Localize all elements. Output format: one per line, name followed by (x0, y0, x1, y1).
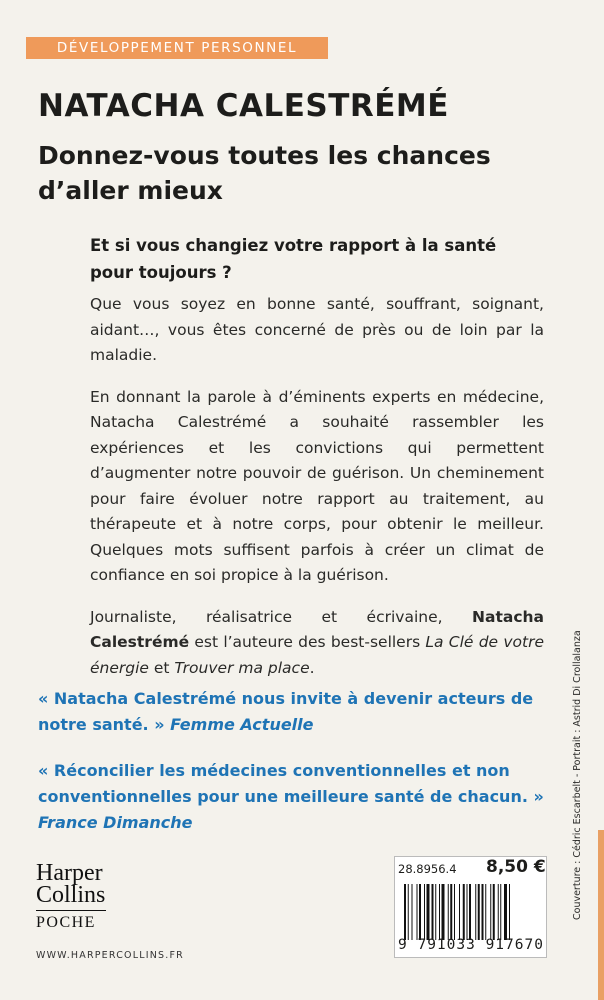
paragraph-2: En donnant la parole à d’éminents experts en médecine, Natacha Calestrémé a souhaité rassembler les expériences et les convictions qui permettent d’augmenter notre pouvoir de guérison. Un cheminement pour faire évoluer notre rapport au traitement, au thérapeute et à notre corps, pour obtenir le meilleur. Quelques mots suffisent parfois à créer un climat de confiance en soi propice à la guérison. (90, 387, 544, 584)
bio-name: Natacha Calestrémé (90, 607, 544, 651)
press-quote-2 (38, 758, 558, 836)
press-quote-1 (38, 686, 558, 738)
bio-middle: est l’auteure des best-sellers (189, 633, 426, 651)
bio-book-1: La Clé de votre énergie (90, 633, 544, 677)
book-subtitle: Donnez-vous toutes les chances d’aller mieux (38, 141, 491, 205)
bio-book-2: Trouver ma place (174, 658, 310, 677)
publisher-logo (36, 862, 106, 932)
bio-prefix: Journaliste, réalisatrice et écrivaine, (90, 607, 473, 626)
logo-rule (36, 910, 106, 911)
logo-harper: Harper (36, 860, 103, 886)
barcode-icon (404, 884, 540, 940)
paragraph-1: Que vous soyez en bonne santé, souffrant, soignant, aidant…, vous êtes concerné de près ou de loin par la maladie. (90, 295, 544, 364)
bio-end: . (309, 658, 315, 677)
price: 8,50 € (486, 857, 546, 877)
quote-2-text: « Réconcilier les médecines conventionnelles et non conventionnelles pour une meilleure santé de chacun. » (38, 761, 544, 806)
cover-credits: Couverture : Cédric Escarbelt - Portrait : Astrid Di Crollalanza (572, 630, 583, 920)
publisher-website: WWW.HARPERCOLLINS.FR (36, 950, 184, 961)
logo-collins: Collins (36, 882, 106, 908)
quote-1-source: Femme Actuelle (170, 715, 314, 734)
isbn: 9 791033 917670 (398, 937, 544, 953)
quote-1-text: « Natacha Calestrémé nous invite à devenir acteurs de notre santé. » (38, 689, 534, 734)
author-name: NATACHA CALESTRÉMÉ (38, 88, 449, 124)
quote-2-source: France Dimanche (38, 813, 193, 832)
reference-number: 28.8956.4 (398, 862, 457, 876)
category-banner: DÉVELOPPEMENT PERSONNEL (26, 37, 328, 59)
blurb (90, 232, 544, 697)
cover-edge-strip (598, 830, 604, 1000)
bio-and: et (148, 658, 175, 677)
author-bio (90, 605, 544, 682)
logo-poche: POCHE (36, 914, 96, 931)
lead-question: Et si vous changiez votre rapport à la santé pour toujours ? (90, 236, 497, 282)
